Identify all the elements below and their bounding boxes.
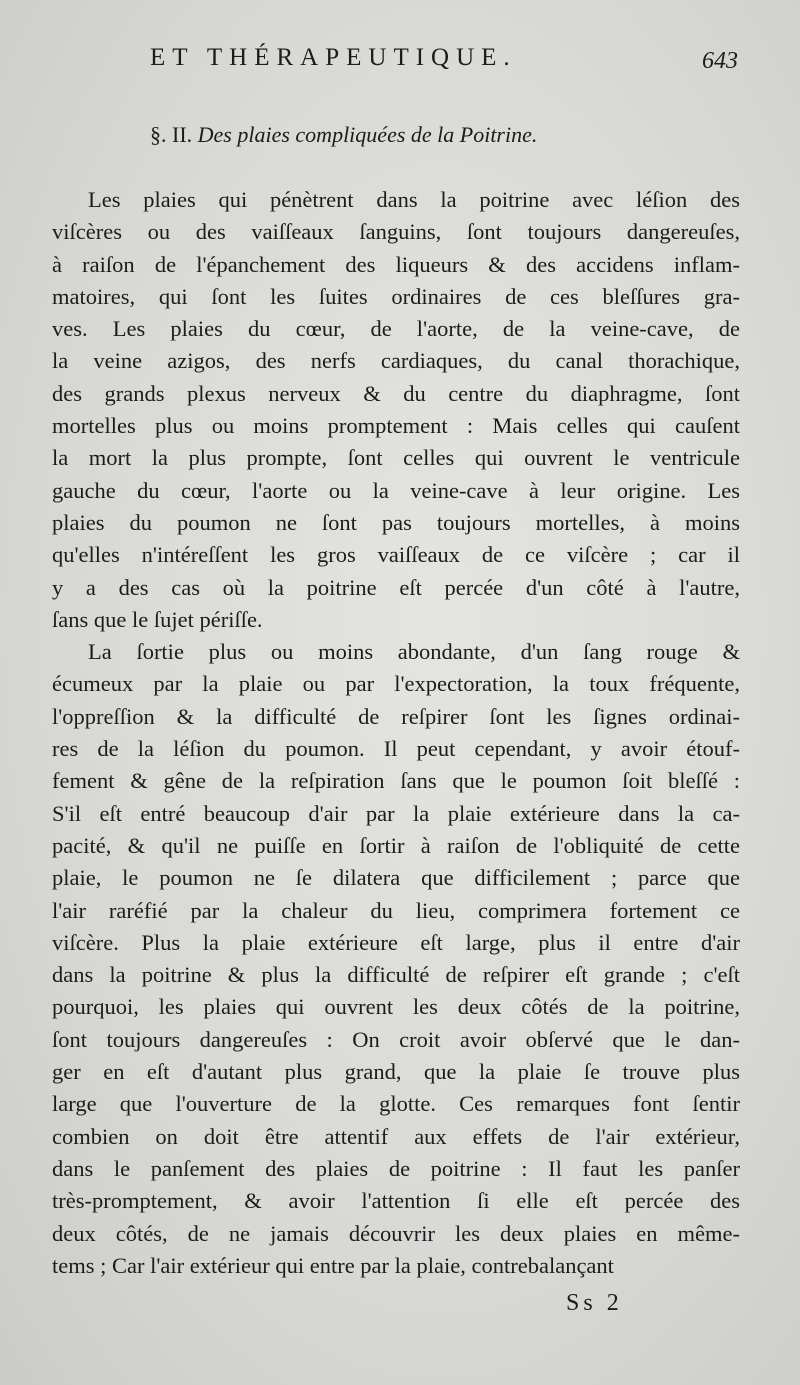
text-line: tems ; Car l'air extérieur qui entre par la plaie, contrebalançant: [52, 1252, 614, 1278]
text-line: ſont toujours dangereuſes : On croit avoir obſervé que le dan-: [52, 1026, 740, 1052]
running-head: ET THÉRAPEUTIQUE.: [150, 44, 517, 71]
text-line: La ſortie plus ou moins abondante, d'un ſang rouge &: [88, 639, 740, 665]
text-line: matoires, qui ſont les ſuites ordinaires de ces bleſſures gra-: [52, 283, 740, 309]
text-line: l'oppreſſion & la difficulté de reſpirer ſont les ſignes ordinai-: [52, 703, 740, 729]
paragraph: [52, 636, 740, 1282]
text-line: deux côtés, de ne jamais découvrir les deux plaies en même-: [52, 1220, 740, 1246]
text-line: dans le panſement des plaies de poitrine : Il faut les panſer: [52, 1155, 740, 1181]
text-line: pourquoi, les plaies qui ouvrent les deux côtés de la poitrine,: [52, 994, 740, 1020]
text-line: large que l'ouverture de la glotte. Ces remarques font ſentir: [52, 1091, 740, 1117]
text-line: des grands plexus nerveux & du centre du diaphragme, ſont: [52, 380, 740, 406]
section-heading: [150, 122, 670, 148]
text-line: viſcères ou des vaiſſeaux ſanguins, ſont toujours dangereuſes,: [52, 219, 740, 245]
section-number: §. II.: [150, 122, 193, 147]
text-line: gauche du cœur, l'aorte ou la veine-cave à leur origine. Les: [52, 477, 740, 503]
signature-mark: Ss 2: [566, 1290, 623, 1316]
text-line: fement & gêne de la reſpiration ſans que le poumon ſoit bleſſé :: [52, 768, 740, 794]
text-line: pacité, & qu'il ne puiſſe en ſortir à raiſon de l'obliquité de cette: [52, 832, 740, 858]
text-line: y a des cas où la poitrine eſt percée d'un côté à l'autre,: [52, 574, 740, 600]
text-line: res de la léſion du poumon. Il peut cependant, y avoir étouf-: [52, 736, 740, 762]
text-line: plaies du poumon ne ſont pas toujours mortelles, à moins: [52, 509, 740, 535]
text-line: viſcère. Plus la plaie extérieure eſt large, plus il entre d'air: [52, 929, 740, 955]
paragraph: [52, 184, 740, 636]
text-line: mortelles plus ou moins promptement : Mais celles qui cauſent: [52, 413, 740, 439]
text-line: ſans que le ſujet périſſe.: [52, 606, 263, 632]
text-line: ger en eſt d'autant plus grand, que la plaie ſe trouve plus: [52, 1059, 740, 1085]
text-line: écumeux par la plaie ou par l'expectoration, la toux fréquente,: [52, 671, 740, 697]
body-text: [52, 184, 740, 1282]
text-line: Les plaies qui pénètrent dans la poitrine avec léſion des: [88, 187, 740, 212]
text-line: plaie, le poumon ne ſe dilatera que difficilement ; parce que: [52, 865, 740, 891]
page-number: 643: [702, 48, 738, 74]
text-line: S'il eſt entré beaucoup d'air par la plaie extérieure dans la ca-: [52, 800, 740, 826]
text-line: dans la poitrine & plus la difficulté de reſpirer eſt grande ; c'eſt: [52, 962, 740, 988]
text-line: l'air raréfié par la chaleur du lieu, comprimera fortement ce: [52, 897, 740, 923]
text-line: à raiſon de l'épanchement des liqueurs & des accidens inflam-: [52, 251, 740, 277]
section-title: Des plaies compliquées de la Poitrine.: [197, 122, 538, 147]
text-line: la veine azigos, des nerfs cardiaques, du canal thorachique,: [52, 348, 740, 374]
text-line: combien on doit être attentif aux effets de l'air extérieur,: [52, 1123, 740, 1149]
text-line: qu'elles n'intéreſſent les gros vaiſſeaux de ce viſcère ; car il: [52, 542, 740, 568]
text-line: ves. Les plaies du cœur, de l'aorte, de la veine-cave, de: [52, 316, 740, 342]
text-line: la mort la plus prompte, ſont celles qui ouvrent le ventricule: [52, 445, 740, 471]
text-line: très-promptement, & avoir l'attention ſi elle eſt percée des: [52, 1188, 740, 1214]
